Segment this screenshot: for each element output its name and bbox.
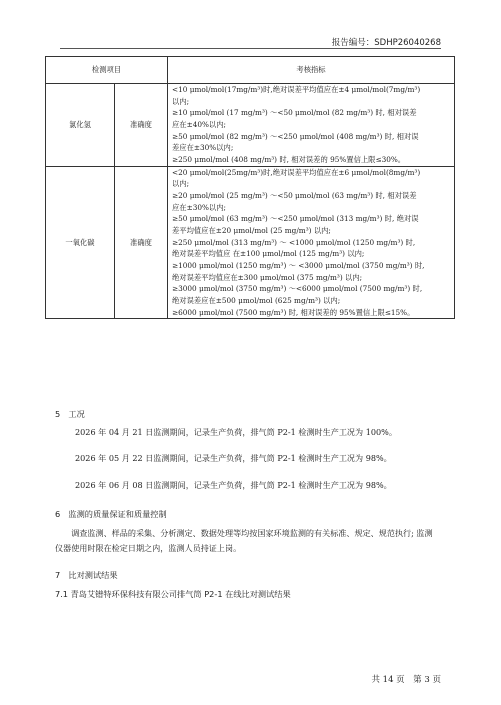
criteria-line: 以内; [172, 179, 190, 189]
criteria-line: 应在±30%以内; [172, 202, 226, 212]
criteria-line: 差应在±30%以内; [172, 143, 234, 153]
criteria-line: 以内; [172, 96, 190, 106]
criteria-line: <10 μmol/mol(17mg/m³)时,绝对误差平均值应在±4 μmol/mol(7mg/m³) [172, 85, 421, 94]
section-6-body: 调查监测、样品的采集、分析测定、数据处理等均按国家环境监测的有关标准、规定、规范执行; 监测仪器使用时限在检定日期之内，监测人员持证上岗。 [55, 528, 433, 554]
criteria-line: ≥250 μmol/mol (408 mg/m³) 时, 相对误差的 95%置信上限≤30%。 [172, 155, 406, 165]
condition-line: 2026 年 05 月 22 日监测期间，记录生产负荷，排气筒 P2-1 检测时生产工况为 98%。 [75, 453, 392, 464]
criteria-line: 绝对误差平均值应 在±100 μmol/mol (125 mg/m³) 以内; [172, 249, 365, 259]
row-metric: 准确度 [115, 166, 168, 319]
criteria-line: ≥20 μmol/mol (25 mg/m³) ～<50 μmol/mol (63 mg/m³) 时, 相对误差 [172, 191, 417, 201]
table-row [46, 84, 455, 167]
section-5-title: 5 工况 [55, 409, 85, 419]
header-metric: 考核指标 [168, 57, 455, 84]
table-header-row [46, 57, 455, 84]
criteria-line: ≥6000 μmol/mol (7500 mg/m³) 时, 相对误差的 95%置信上限≤15%。 [172, 307, 415, 317]
row-criteria [168, 84, 455, 167]
section-5-body [75, 425, 446, 493]
table-row [46, 166, 455, 319]
section-7-1-title: 7.1 青岛艾镨特环保科技有限公司排气筒 P2-1 在线比对测试结果 [55, 589, 291, 599]
section-7-title: 7 比对测试结果 [55, 570, 118, 580]
criteria-line: 差平均值应在±20 μmol/mol (25 mg/m³) 以内; [172, 226, 331, 236]
criteria-line: 应在±40%以内; [172, 120, 226, 130]
criteria-line: ≥3000 μmol/mol (3750 mg/m³) ～<6000 μmol/mol (7500 mg/m³) 时, [172, 284, 423, 294]
criteria-line: ≥50 μmol/mol (82 mg/m³) ～<250 μmol/mol (408 mg/m³) 时, 相对误 [172, 131, 419, 141]
condition-line: 2026 年 06 月 08 日监测期间，记录生产负荷，排气筒 P2-1 检测时生产工况为 98%。 [75, 479, 392, 490]
row-criteria [168, 166, 455, 319]
criteria-line: 绝对误差应在±500 μmol/mol (625 mg/m³) 以内; [172, 296, 341, 306]
condition-line: 2026 年 04 月 21 日监测期间，记录生产负荷，排气筒 P2-1 检测时生产工况为 100%。 [75, 427, 397, 437]
row-item: 氯化氢 [46, 84, 115, 167]
criteria-line: 绝对误差平均值应在±300 μmol/mol (375 mg/m³) 以内; [172, 272, 363, 282]
spec-table [45, 56, 455, 319]
criteria-line: <20 μmol/mol(25mg/m³)时,绝对误差平均值应在±6 μmol/mol(8mg/m³) [172, 167, 421, 177]
criteria-line: ≥250 μmol/mol (313 mg/m³) ～ <1000 μmol/mol (1250 mg/m³) 时, [172, 237, 416, 247]
row-metric: 准确度 [115, 84, 168, 167]
header-rule [60, 48, 441, 49]
criteria-line: ≥50 μmol/mol (63 mg/m³) ～<250 μmol/mol (313 mg/m³) 时, 绝对误 [172, 214, 419, 224]
section-6-title: 6 监测的质量保证和质量控制 [55, 509, 167, 519]
row-item: 一氧化碳 [46, 166, 115, 319]
header-item: 检测项目 [46, 57, 168, 84]
criteria-line: ≥10 μmol/mol (17 mg/m³) ～<50 μmol/mol (82 mg/m³) 时, 相对误差 [172, 108, 417, 118]
criteria-line: ≥1000 μmol/mol (1250 mg/m³) ～ <3000 μmol/mol (3750 mg/m³) 时, [172, 261, 425, 271]
report-number: 报告编号：SDHP26040268 [331, 38, 441, 48]
page-footer: 共 14 页 第 3 页 [371, 675, 441, 685]
